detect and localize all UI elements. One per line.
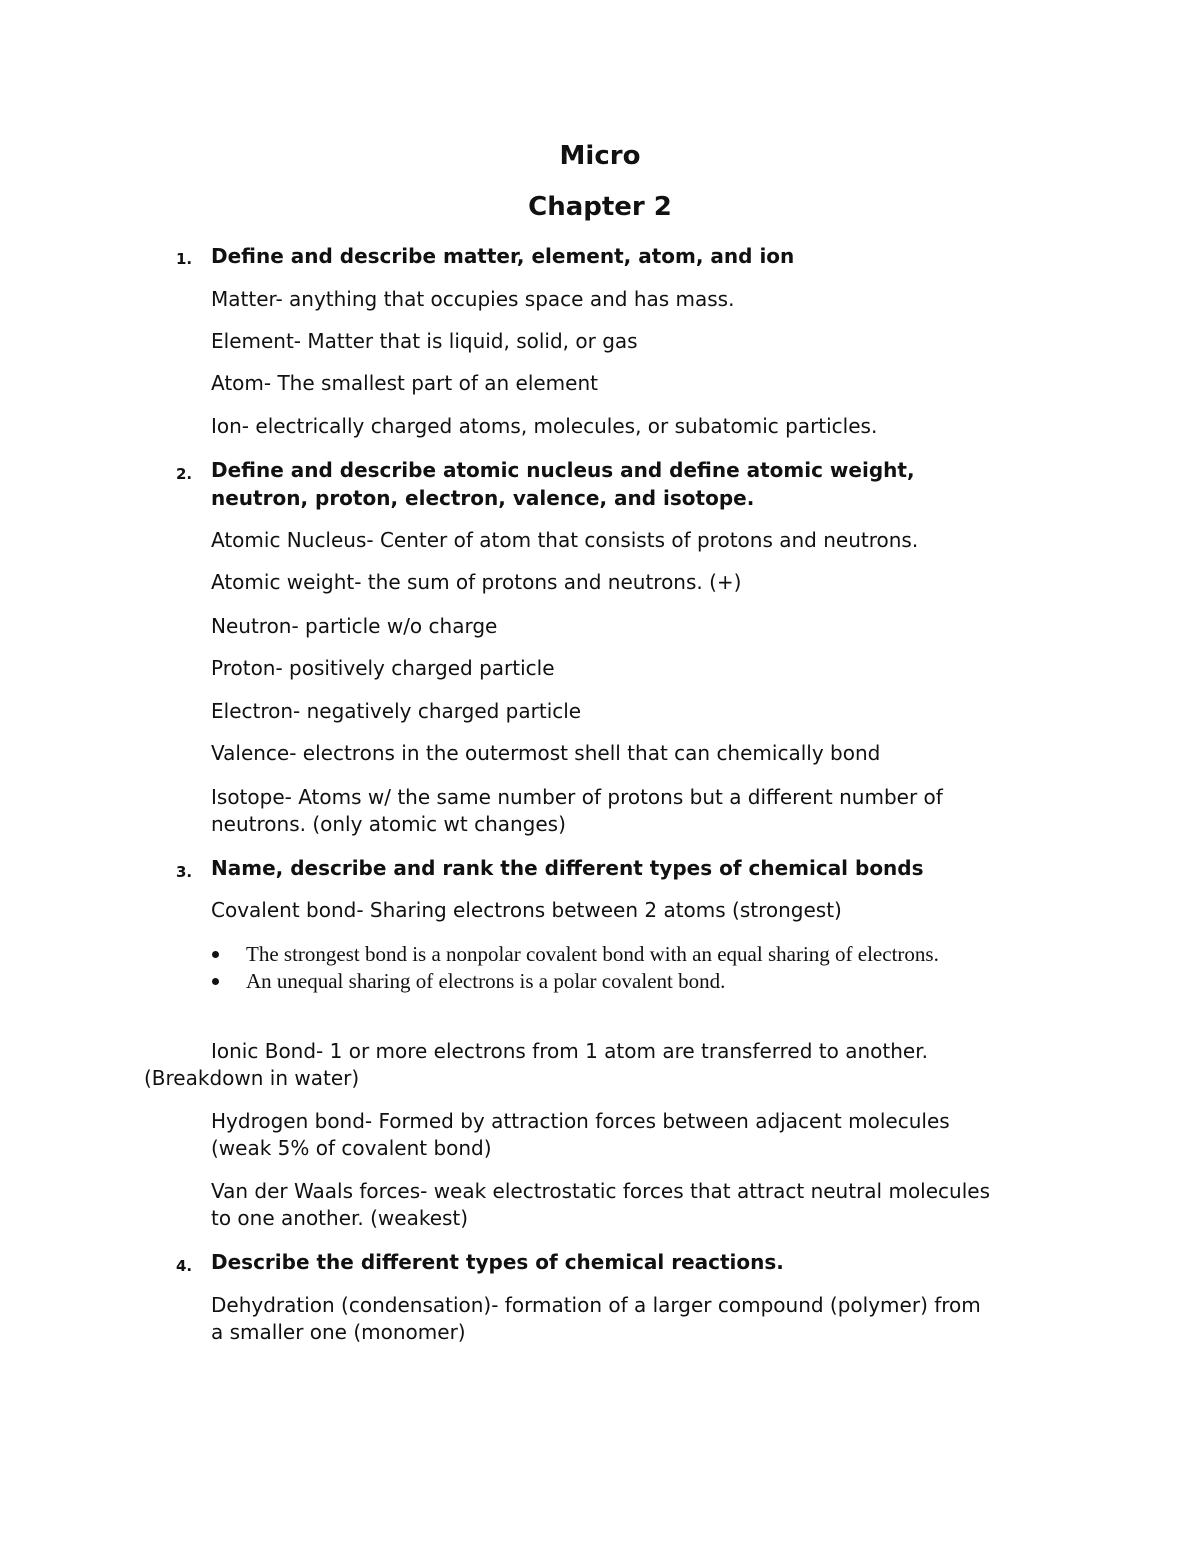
answer-hydrogen-bond-line2: (weak 5% of covalent bond) xyxy=(211,1136,492,1160)
answer-van-der-waals-line1: Van der Waals forces- weak electrostatic forces that attract neutral molecules xyxy=(211,1179,990,1203)
answer-atomic-weight: Atomic weight- the sum of protons and neutrons. (+) xyxy=(211,570,742,594)
answer-ion: Ion- electrically charged atoms, molecules, or subatomic particles. xyxy=(211,414,878,438)
question-2-text-line1: Define and describe atomic nucleus and define atomic weight, xyxy=(211,458,915,482)
answer-isotope-line2: neutrons. (only atomic wt changes) xyxy=(211,812,566,836)
question-number-4: 4. xyxy=(176,1257,193,1275)
bullet-polar-covalent: An unequal sharing of electrons is a polar covalent bond. xyxy=(246,969,726,993)
question-4-text: Describe the different types of chemical reactions. xyxy=(211,1250,784,1274)
answer-covalent-bond: Covalent bond- Sharing electrons between 2 atoms (strongest) xyxy=(211,898,842,922)
bullet-icon xyxy=(212,951,219,958)
document-title: Micro xyxy=(559,141,641,171)
answer-matter: Matter- anything that occupies space and has mass. xyxy=(211,287,735,311)
answer-isotope-line1: Isotope- Atoms w/ the same number of protons but a different number of xyxy=(211,785,943,809)
answer-van-der-waals-line2: to one another. (weakest) xyxy=(211,1206,469,1230)
question-2-text-line2: neutron, proton, electron, valence, and isotope. xyxy=(211,486,755,510)
question-1-text: Define and describe matter, element, atom, and ion xyxy=(211,244,795,268)
bullet-icon xyxy=(212,978,219,985)
question-number-1: 1. xyxy=(176,250,193,268)
bullet-nonpolar-covalent: The strongest bond is a nonpolar covalent bond with an equal sharing of electrons. xyxy=(246,942,939,966)
answer-atom: Atom- The smallest part of an element xyxy=(211,371,598,395)
answer-hydrogen-bond-line1: Hydrogen bond- Formed by attraction forces between adjacent molecules xyxy=(211,1109,950,1133)
chapter-heading: Chapter 2 xyxy=(528,192,672,222)
answer-proton: Proton- positively charged particle xyxy=(211,656,555,680)
question-number-3: 3. xyxy=(176,863,193,881)
answer-dehydration-line1: Dehydration (condensation)- formation of a larger compound (polymer) from xyxy=(211,1293,981,1317)
answer-ionic-bond-line1: Ionic Bond- 1 or more electrons from 1 atom are transferred to another. xyxy=(211,1039,928,1063)
answer-neutron: Neutron- particle w/o charge xyxy=(211,614,498,638)
answer-electron: Electron- negatively charged particle xyxy=(211,699,582,723)
answer-element: Element- Matter that is liquid, solid, or gas xyxy=(211,329,638,353)
answer-dehydration-line2: a smaller one (monomer) xyxy=(211,1320,466,1344)
question-number-2: 2. xyxy=(176,465,193,483)
answer-valence: Valence- electrons in the outermost shell that can chemically bond xyxy=(211,741,881,765)
answer-ionic-bond-line2: (Breakdown in water) xyxy=(144,1066,360,1090)
question-3-text: Name, describe and rank the different types of chemical bonds xyxy=(211,856,924,880)
answer-atomic-nucleus: Atomic Nucleus- Center of atom that consists of protons and neutrons. xyxy=(211,528,919,552)
